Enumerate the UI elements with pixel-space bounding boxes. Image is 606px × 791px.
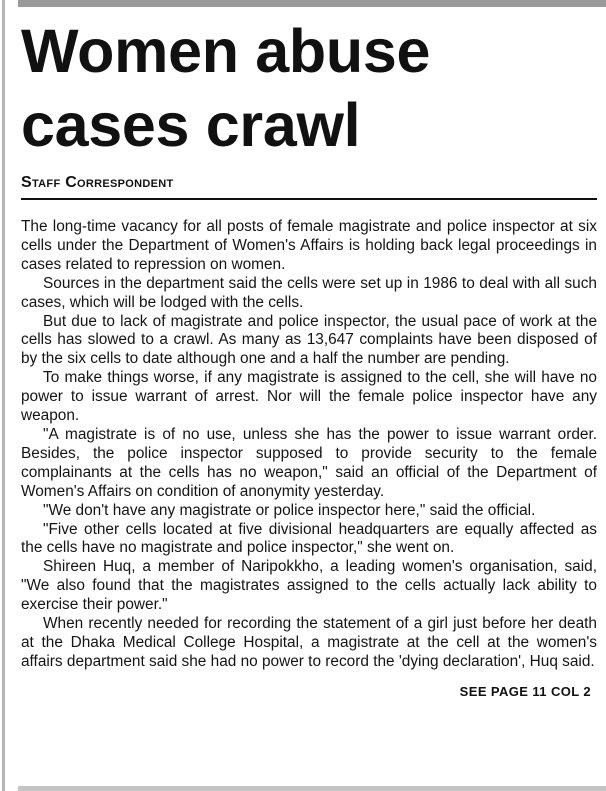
paragraph: When recently needed for recording the statement of a girl just before her death at the Dhaka Medical College Hospital, a magistrate at the cell at the women's affairs department said she had no power to record the 'dying declaration', Huq said. [21, 615, 597, 670]
headline: Women abuse cases crawl [21, 17, 431, 159]
news-article [21, 14, 597, 699]
paragraph: The long-time vacancy for all posts of female magistrate and police inspector at six cells under the Department of Women's Affairs is holding back legal proceedings in cases related to repression on women. [21, 218, 597, 273]
bottom-border-rule [18, 786, 606, 791]
article-body [21, 218, 597, 672]
paragraph: "Five other cells located at five divisional headquarters are equally affected as the cells have no magistrate and police inspector," she went on. [21, 520, 597, 557]
byline: Staff Correspondent [21, 174, 597, 200]
paragraph: "A magistrate is of no use, unless she has the power to issue warrant order. Besides, the police inspector supposed to provide security to the female complainants at the cells has no weapon," said an official of the Department of Women's Affairs on condition of anonymity yesterday. [21, 425, 597, 500]
left-border-rule [2, 0, 5, 791]
paragraph: But due to lack of magistrate and police inspector, the usual pace of work at the cells has slowed to a crawl. As many as 13,647 complaints have been disposed of by the six cells to date although one and a half the number are pending. [21, 312, 597, 368]
paragraph: "We don't have any magistrate or police inspector here," said the official. [43, 501, 536, 519]
paragraph: To make things worse, if any magistrate is assigned to the cell, she will have no power to issue warrant of arrest. Nor will the female police inspector have any weapon. [21, 369, 597, 425]
continuation-note: SEE PAGE 11 COL 2 [459, 683, 591, 699]
top-border-rule [18, 0, 606, 7]
paragraph: Sources in the department said the cells were set up in 1986 to deal with all such cases, which will be lodged with the cells. [21, 274, 597, 311]
paragraph: Shireen Huq, a member of Naripokkho, a leading women's organisation, said, "We also found that the magistrates assigned to the cells actually lack ability to exercise their power." [21, 558, 597, 614]
